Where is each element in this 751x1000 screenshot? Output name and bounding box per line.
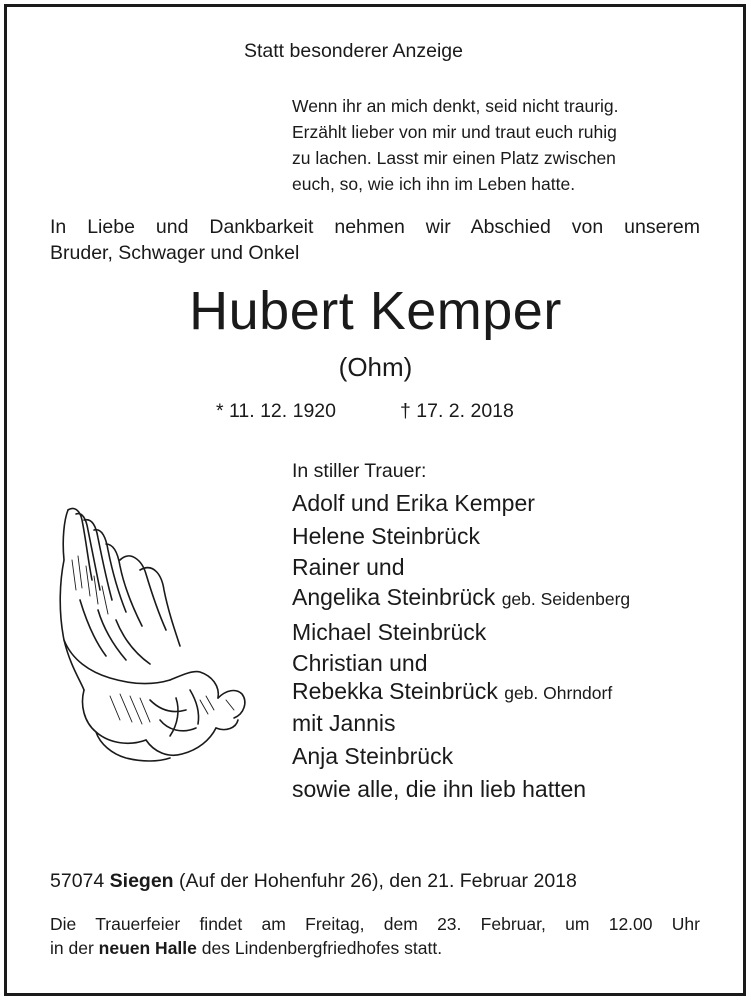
mourner-name: Angelika Steinbrück xyxy=(292,584,496,610)
poem xyxy=(292,93,619,197)
intro-line-1: In Liebe und Dankbarkeit nehmen wir Abschied von unserem xyxy=(50,216,700,238)
death-date: † 17. 2. 2018 xyxy=(400,400,514,422)
mourner-line: Christian und xyxy=(292,650,428,676)
mourner-birth-name: geb. Ohrndorf xyxy=(504,683,613,703)
praying-hands-icon xyxy=(50,500,250,790)
deceased-name: Hubert Kemper xyxy=(189,281,562,341)
zip-code: 57074 xyxy=(50,870,105,892)
city: Siegen xyxy=(109,870,174,892)
mourners-list xyxy=(292,460,630,806)
intro-text xyxy=(50,214,700,266)
mourner-line: Michael Steinbrück xyxy=(292,619,487,645)
intro-line-2: Bruder, Schwager und Onkel xyxy=(50,242,300,264)
mourner-line xyxy=(292,581,630,616)
mourners-intro: In stiller Trauer: xyxy=(292,460,427,482)
poem-line: Wenn ihr an mich denkt, seid nicht traurig. xyxy=(292,96,619,116)
funeral-line-1: Die Trauerfeier findet am Freitag, dem 23. Februar, um 12.00 Uhr xyxy=(50,914,700,934)
funeral-venue: neuen Halle xyxy=(98,938,197,958)
mourner-birth-name: geb. Seidenberg xyxy=(501,589,631,609)
header-text: Statt besonderer Anzeige xyxy=(244,40,463,62)
mourner-line xyxy=(292,677,630,707)
funeral-line-2 xyxy=(50,938,442,958)
poem-line: zu lachen. Lasst mir einen Platz zwischen xyxy=(292,148,616,168)
poem-line: euch, so, wie ich ihn im Leben hatte. xyxy=(292,174,576,194)
funeral-info xyxy=(50,912,700,960)
mourner-line: Anja Steinbrück xyxy=(292,743,454,769)
funeral-text: des Lindenbergfriedhofes statt. xyxy=(201,938,443,958)
mourner-line: Adolf und Erika Kemper xyxy=(292,490,535,516)
place-date-line xyxy=(50,870,577,893)
birth-date: * 11. 12. 1920 xyxy=(216,400,336,422)
mourner-line: Rainer und xyxy=(292,554,405,580)
mourner-line: mit Jannis xyxy=(292,710,396,736)
mourner-line: sowie alle, die ihn lieb hatten xyxy=(292,776,587,802)
mourner-name: Rebekka Steinbrück xyxy=(292,678,498,704)
address-date: (Auf der Hohenfuhr 26), den 21. Februar 2018 xyxy=(179,870,577,892)
poem-line: Erzählt lieber von mir und traut euch ruhig xyxy=(292,122,617,142)
deceased-nickname: (Ohm) xyxy=(338,352,413,382)
funeral-text: in der xyxy=(50,938,94,958)
mourner-line: Helene Steinbrück xyxy=(292,523,480,549)
